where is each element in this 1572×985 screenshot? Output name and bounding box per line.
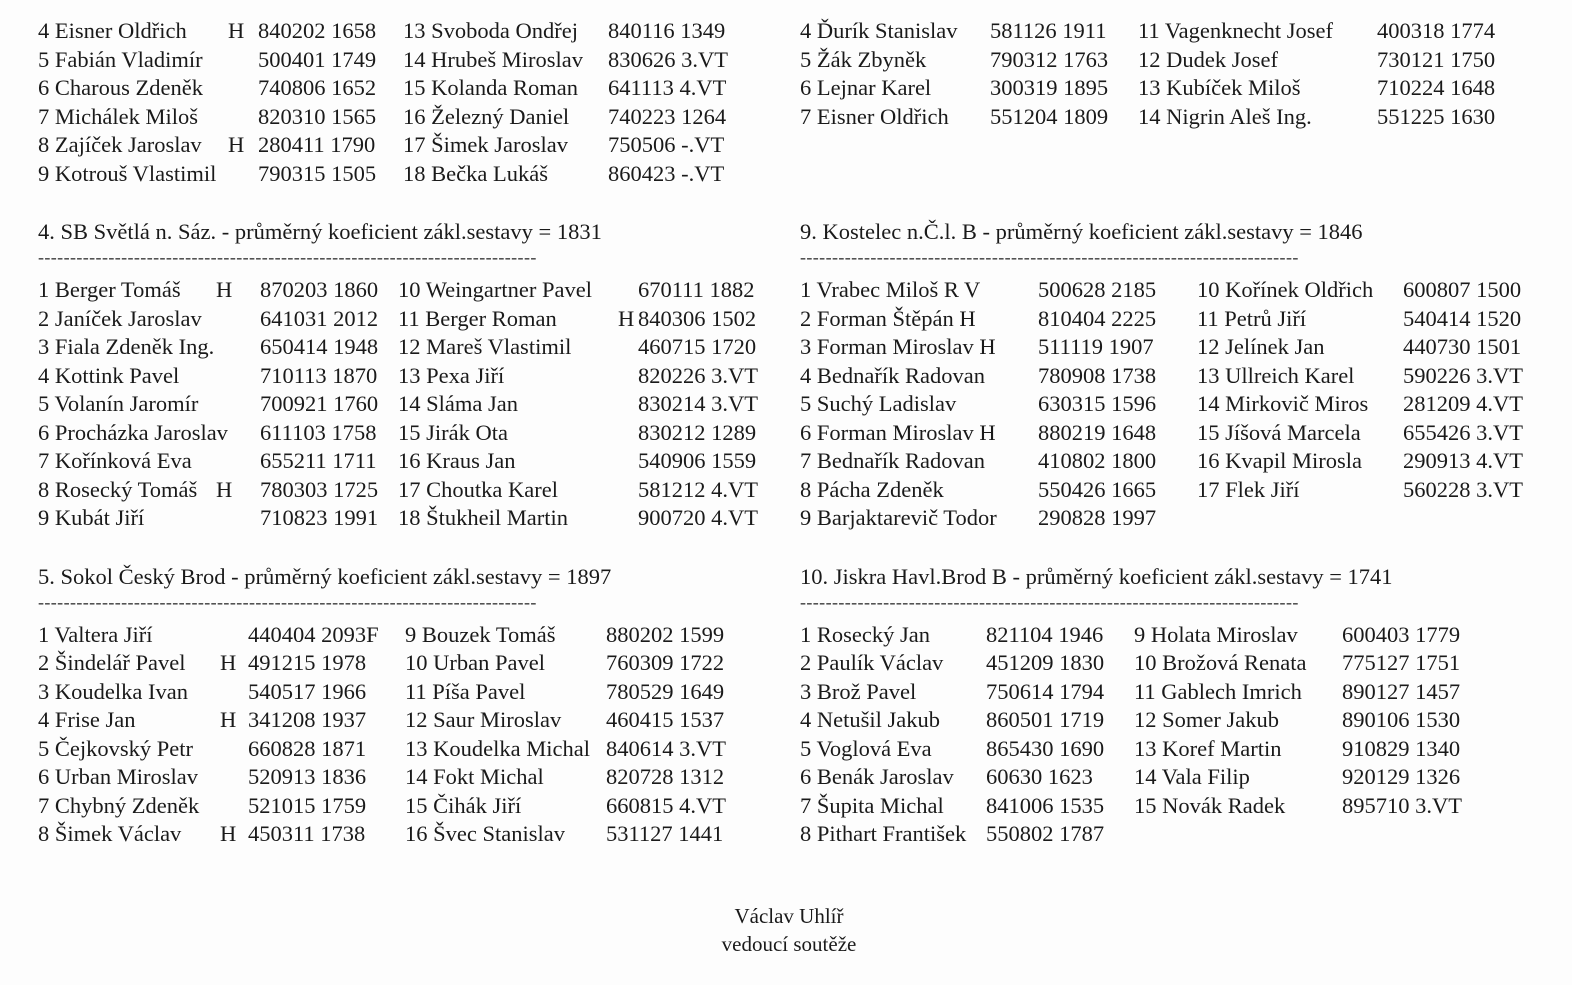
table-row xyxy=(38,736,778,765)
player-left: 1 Valtera Jiří xyxy=(38,621,153,647)
player-left: 3 Koudelka Ivan xyxy=(38,678,188,704)
player-right: 10 Kořínek Oldřich xyxy=(1197,277,1374,302)
player-left: 7 Šupita Michal xyxy=(800,792,944,818)
code-left: 865430 1690 xyxy=(986,735,1105,761)
player-right: 17 Šimek Jaroslav xyxy=(403,132,568,157)
player-right: 15 Novák Radek xyxy=(1134,792,1286,818)
code-right: 670111 1882 xyxy=(638,277,755,302)
code-right: 641113 4.VT xyxy=(608,75,727,100)
code-left: 511119 1907 xyxy=(1038,334,1154,359)
code-left: 780908 1738 xyxy=(1038,362,1157,388)
player-right: 10 Urban Pavel xyxy=(405,650,545,675)
player-left: 7 Bednařík Radovan xyxy=(800,448,985,473)
player-right: 13 Kubíček Miloš xyxy=(1138,75,1301,100)
player-left: 2 Paulík Václav xyxy=(800,650,944,675)
code-right: 840116 1349 xyxy=(608,18,726,43)
table-row xyxy=(800,793,1540,822)
code-left: 520913 1836 xyxy=(248,764,367,789)
code-right: 540414 1520 xyxy=(1403,305,1522,331)
player-left: 4 Bednařík Radovan xyxy=(800,362,985,388)
code-left: 280411 1790 xyxy=(258,132,376,157)
code-right: 775127 1751 xyxy=(1342,650,1461,675)
roster-team10 xyxy=(800,622,1540,850)
player-right: 13 Koref Martin xyxy=(1134,735,1282,761)
table-row xyxy=(800,18,1540,47)
player-left: 8 Šimek Václav xyxy=(38,821,182,846)
player-right: 13 Pexa Jiří xyxy=(398,362,505,388)
code-left: 870203 1860 xyxy=(260,277,379,302)
player-right: 13 Svoboda Ondřej xyxy=(403,18,578,43)
table-row xyxy=(38,47,778,76)
code-right: 600403 1779 xyxy=(1342,621,1461,647)
table-row xyxy=(800,821,1540,850)
code-right: 840306 1502 xyxy=(638,305,757,331)
player-left: 7 Chybný Zdeněk xyxy=(38,792,200,818)
roster-team4 xyxy=(38,277,778,534)
code-left: 341208 1937 xyxy=(248,707,367,732)
code-left: 790312 1763 xyxy=(990,46,1109,72)
table-row xyxy=(800,505,1540,534)
player-left: 1 Vrabec Miloš R V xyxy=(800,277,981,302)
player-left: 9 Kotrouš Vlastimil xyxy=(38,160,217,186)
player-right: 15 Jirák Ota xyxy=(398,419,508,445)
table-row xyxy=(38,334,778,363)
team4-divider: ------------------------------------------------------------------------------ xyxy=(38,247,537,267)
player-right: 11 Berger Roman xyxy=(398,305,557,331)
code-left: 790315 1505 xyxy=(258,160,377,186)
player-left: 3 Brož Pavel xyxy=(800,678,917,704)
table-row xyxy=(800,391,1540,420)
code-left: 540517 1966 xyxy=(248,678,367,704)
flag-left: H xyxy=(220,707,237,732)
code-right: 740223 1264 xyxy=(608,103,727,129)
code-right: 660815 4.VT xyxy=(606,792,726,818)
right-column xyxy=(800,18,1540,850)
code-right: 920129 1326 xyxy=(1342,764,1461,789)
code-left: 710113 1870 xyxy=(260,362,378,388)
code-right: 830214 3.VT xyxy=(638,391,758,416)
player-left: 5 Suchý Ladislav xyxy=(800,391,957,416)
player-right: 14 Nigrin Aleš Ing. xyxy=(1138,103,1312,129)
table-row xyxy=(800,764,1540,793)
player-left: 6 Benák Jaroslav xyxy=(800,764,954,789)
code-right: 880202 1599 xyxy=(606,621,725,647)
table-row xyxy=(38,505,778,534)
player-right: 9 Bouzek Tomáš xyxy=(405,621,556,647)
table-row xyxy=(38,650,778,679)
code-left: 451209 1830 xyxy=(986,650,1105,675)
code-right: 820728 1312 xyxy=(606,764,725,789)
player-right: 11 Gablech Imrich xyxy=(1134,678,1302,704)
player-right: 16 Železný Daniel xyxy=(403,103,570,129)
table-row xyxy=(38,679,778,708)
player-right: 11 Petrů Jiří xyxy=(1197,305,1307,331)
team9-header: 9. Kostelec n.Č.l. B - průměrný koeficient zákl.sestavy = 1846 xyxy=(800,219,1363,244)
player-left: 7 Kořínková Eva xyxy=(38,448,192,473)
player-right: 18 Štukheil Martin xyxy=(398,505,568,530)
player-left: 4 Netušil Jakub xyxy=(800,707,940,732)
code-right: 730121 1750 xyxy=(1377,46,1496,72)
code-right: 400318 1774 xyxy=(1377,18,1496,43)
table-row xyxy=(800,477,1540,506)
code-right: 820226 3.VT xyxy=(638,362,758,388)
roster-team9 xyxy=(800,277,1540,534)
table-row xyxy=(800,47,1540,76)
table-row xyxy=(38,18,778,47)
code-right: 890127 1457 xyxy=(1342,678,1461,704)
player-left: 5 Fabián Vladimír xyxy=(38,46,203,72)
code-right: 560228 3.VT xyxy=(1403,476,1523,502)
player-left: 8 Pithart František xyxy=(800,821,967,846)
code-left: 780303 1725 xyxy=(260,476,379,502)
code-left: 500401 1749 xyxy=(258,46,377,72)
flag-right: H xyxy=(618,305,635,331)
player-right: 12 Jelínek Jan xyxy=(1197,334,1325,359)
player-left: 8 Zajíček Jaroslav xyxy=(38,132,202,157)
code-left: 300319 1895 xyxy=(990,75,1109,100)
player-left: 1 Rosecký Jan xyxy=(800,621,930,647)
team5-divider: ------------------------------------------------------------------------------ xyxy=(38,591,537,612)
table-row xyxy=(38,104,778,133)
player-right: 17 Choutka Karel xyxy=(398,476,558,502)
signature-name: Václav Uhlíř xyxy=(734,904,844,928)
player-right: 14 Sláma Jan xyxy=(398,391,518,416)
code-right: 551225 1630 xyxy=(1377,103,1496,129)
code-left: 810404 2225 xyxy=(1038,305,1157,331)
code-left: 750614 1794 xyxy=(986,678,1105,704)
player-right: 11 Vagenknecht Josef xyxy=(1138,18,1333,43)
table-row xyxy=(800,736,1540,765)
code-left: 440404 2093F xyxy=(248,621,379,647)
player-right: 10 Weingartner Pavel xyxy=(398,277,592,302)
code-left: 655211 1711 xyxy=(260,448,377,473)
player-right: 11 Píša Pavel xyxy=(405,678,526,704)
table-row xyxy=(38,391,778,420)
code-right: 590226 3.VT xyxy=(1403,362,1523,388)
code-right: 710224 1648 xyxy=(1377,75,1496,100)
player-right: 12 Dudek Josef xyxy=(1138,46,1278,72)
code-left: 611103 1758 xyxy=(260,419,377,445)
player-right: 15 Jíšová Marcela xyxy=(1197,419,1361,445)
code-left: 550802 1787 xyxy=(986,821,1105,846)
code-left: 820310 1565 xyxy=(258,103,377,129)
player-left: 5 Žák Zbyněk xyxy=(800,46,927,72)
team10-divider: ------------------------------------------------------------------------------ xyxy=(800,591,1299,612)
table-row xyxy=(800,622,1540,651)
table-row xyxy=(38,821,778,850)
player-left: 1 Berger Tomáš xyxy=(38,277,181,302)
table-row xyxy=(38,161,778,190)
code-right: 460415 1537 xyxy=(606,707,725,732)
team10-header: 10. Jiskra Havl.Brod B - průměrný koeficient zákl.sestavy = 1741 xyxy=(800,563,1393,589)
player-left: 2 Forman Štěpán H xyxy=(800,305,976,331)
player-left: 6 Urban Miroslav xyxy=(38,764,198,789)
player-left: 4 Ďurík Stanislav xyxy=(800,18,958,43)
code-left: 840202 1658 xyxy=(258,18,377,43)
player-left: 7 Eisner Oldřich xyxy=(800,103,949,129)
player-left: 9 Kubát Jiří xyxy=(38,505,145,530)
table-row xyxy=(800,277,1540,306)
table-row xyxy=(800,306,1540,335)
player-right: 14 Vala Filip xyxy=(1134,764,1250,789)
player-right: 16 Švec Stanislav xyxy=(405,821,565,846)
code-left: 290828 1997 xyxy=(1038,505,1157,530)
code-right: 581212 4.VT xyxy=(638,476,758,502)
code-left: 550426 1665 xyxy=(1038,476,1157,502)
player-left: 4 Kottink Pavel xyxy=(38,362,180,388)
team4-header: 4. SB Světlá n. Sáz. - průměrný koeficient zákl.sestavy = 1831 xyxy=(38,219,602,244)
code-right: 750506 -.VT xyxy=(608,132,725,157)
code-left: 740806 1652 xyxy=(258,75,377,100)
code-right: 890106 1530 xyxy=(1342,707,1461,732)
roster-team3-continued xyxy=(38,18,778,189)
signature-role: vedoucí soutěže xyxy=(721,932,857,956)
player-left: 5 Čejkovský Petr xyxy=(38,735,193,761)
player-left: 6 Procházka Jaroslav xyxy=(38,419,228,445)
table-row xyxy=(38,793,778,822)
code-left: 821104 1946 xyxy=(986,621,1104,647)
table-row xyxy=(800,707,1540,736)
flag-left: H xyxy=(228,132,245,157)
code-left: 841006 1535 xyxy=(986,792,1105,818)
player-right: 12 Mareš Vlastimil xyxy=(398,334,572,359)
table-row xyxy=(38,448,778,477)
table-row xyxy=(800,75,1540,104)
player-left: 9 Barjaktarevič Todor xyxy=(800,505,997,530)
table-row xyxy=(38,277,778,306)
table-row xyxy=(800,334,1540,363)
table-row xyxy=(800,679,1540,708)
table-row xyxy=(800,448,1540,477)
player-right: 13 Koudelka Michal xyxy=(405,735,590,761)
player-right: 14 Hrubeš Miroslav xyxy=(403,46,583,72)
player-left: 8 Rosecký Tomáš xyxy=(38,476,198,502)
flag-left: H xyxy=(216,476,233,502)
player-left: 4 Eisner Oldřich xyxy=(38,18,187,43)
table-row xyxy=(38,707,778,736)
code-right: 540906 1559 xyxy=(638,448,757,473)
player-left: 4 Frise Jan xyxy=(38,707,136,732)
player-left: 7 Michálek Miloš xyxy=(38,103,198,129)
player-left: 6 Charous Zdeněk xyxy=(38,75,203,100)
table-row xyxy=(800,104,1540,133)
code-right: 830212 1289 xyxy=(638,419,757,445)
player-right: 9 Holata Miroslav xyxy=(1134,621,1298,647)
code-right: 760309 1722 xyxy=(606,650,725,675)
flag-left: H xyxy=(220,821,237,846)
flag-left: H xyxy=(228,18,245,43)
player-right: 12 Somer Jakub xyxy=(1134,707,1279,732)
table-row xyxy=(800,363,1540,392)
player-left: 6 Forman Miroslav H xyxy=(800,419,996,445)
table-row xyxy=(38,132,778,161)
code-left: 450311 1738 xyxy=(248,821,366,846)
flag-left: H xyxy=(220,650,237,675)
player-right: 13 Ullreich Karel xyxy=(1197,362,1355,388)
code-left: 710823 1991 xyxy=(260,505,379,530)
player-left: 6 Lejnar Karel xyxy=(800,75,932,100)
player-left: 2 Šindelář Pavel xyxy=(38,650,186,675)
code-left: 491215 1978 xyxy=(248,650,367,675)
code-left: 60630 1623 xyxy=(986,764,1093,789)
table-row xyxy=(38,764,778,793)
code-right: 290913 4.VT xyxy=(1403,448,1523,473)
code-right: 895710 3.VT xyxy=(1342,792,1462,818)
player-right: 10 Brožová Renata xyxy=(1134,650,1307,675)
code-right: 910829 1340 xyxy=(1342,735,1461,761)
table-row xyxy=(38,306,778,335)
player-right: 16 Kraus Jan xyxy=(398,448,516,473)
player-right: 17 Flek Jiří xyxy=(1197,476,1300,502)
code-left: 581126 1911 xyxy=(990,18,1107,43)
player-right: 15 Čihák Jiří xyxy=(405,792,522,818)
player-left: 8 Pácha Zdeněk xyxy=(800,476,944,502)
code-right: 840614 3.VT xyxy=(606,735,726,761)
code-left: 650414 1948 xyxy=(260,334,379,359)
player-right: 15 Kolanda Roman xyxy=(403,75,578,100)
code-left: 410802 1800 xyxy=(1038,448,1157,473)
table-row xyxy=(38,477,778,506)
code-left: 521015 1759 xyxy=(248,792,367,818)
table-row xyxy=(38,363,778,392)
code-right: 600807 1500 xyxy=(1403,277,1522,302)
roster-team5 xyxy=(38,622,778,850)
table-row xyxy=(800,650,1540,679)
code-right: 460715 1720 xyxy=(638,334,757,359)
code-right: 780529 1649 xyxy=(606,678,725,704)
player-right: 14 Mirkovič Miros xyxy=(1197,391,1369,416)
player-left: 2 Janíček Jaroslav xyxy=(38,305,202,331)
table-row xyxy=(800,420,1540,449)
team9-divider: ------------------------------------------------------------------------------ xyxy=(800,247,1299,267)
code-left: 630315 1596 xyxy=(1038,391,1157,416)
team5-header: 5. Sokol Český Brod - průměrný koeficient zákl.sestavy = 1897 xyxy=(38,563,612,589)
roster-team8-continued xyxy=(800,18,1540,132)
code-right: 830626 3.VT xyxy=(608,46,728,72)
player-left: 5 Volanín Jaromír xyxy=(38,391,199,416)
code-right: 281209 4.VT xyxy=(1403,391,1523,416)
code-left: 660828 1871 xyxy=(248,735,367,761)
code-right: 655426 3.VT xyxy=(1403,419,1523,445)
code-left: 860501 1719 xyxy=(986,707,1105,732)
code-left: 641031 2012 xyxy=(260,305,379,331)
player-right: 18 Bečka Lukáš xyxy=(403,160,548,186)
table-row xyxy=(38,75,778,104)
code-right: 900720 4.VT xyxy=(638,505,758,530)
player-right: 12 Saur Miroslav xyxy=(405,707,562,732)
player-left: 3 Fiala Zdeněk Ing. xyxy=(38,334,215,359)
player-right: 16 Kvapil Mirosla xyxy=(1197,448,1362,473)
table-row xyxy=(38,622,778,651)
code-left: 551204 1809 xyxy=(990,103,1109,129)
signature-block xyxy=(0,902,1572,958)
flag-left: H xyxy=(216,277,233,302)
code-right: 531127 1441 xyxy=(606,821,724,846)
code-left: 500628 2185 xyxy=(1038,277,1157,302)
code-right: 860423 -.VT xyxy=(608,160,725,186)
player-left: 5 Voglová Eva xyxy=(800,735,932,761)
code-left: 700921 1760 xyxy=(260,391,379,416)
code-left: 880219 1648 xyxy=(1038,419,1157,445)
table-row xyxy=(38,420,778,449)
code-right: 440730 1501 xyxy=(1403,334,1522,359)
left-column xyxy=(38,18,778,850)
player-left: 3 Forman Miroslav H xyxy=(800,334,996,359)
player-right: 14 Fokt Michal xyxy=(405,764,544,789)
